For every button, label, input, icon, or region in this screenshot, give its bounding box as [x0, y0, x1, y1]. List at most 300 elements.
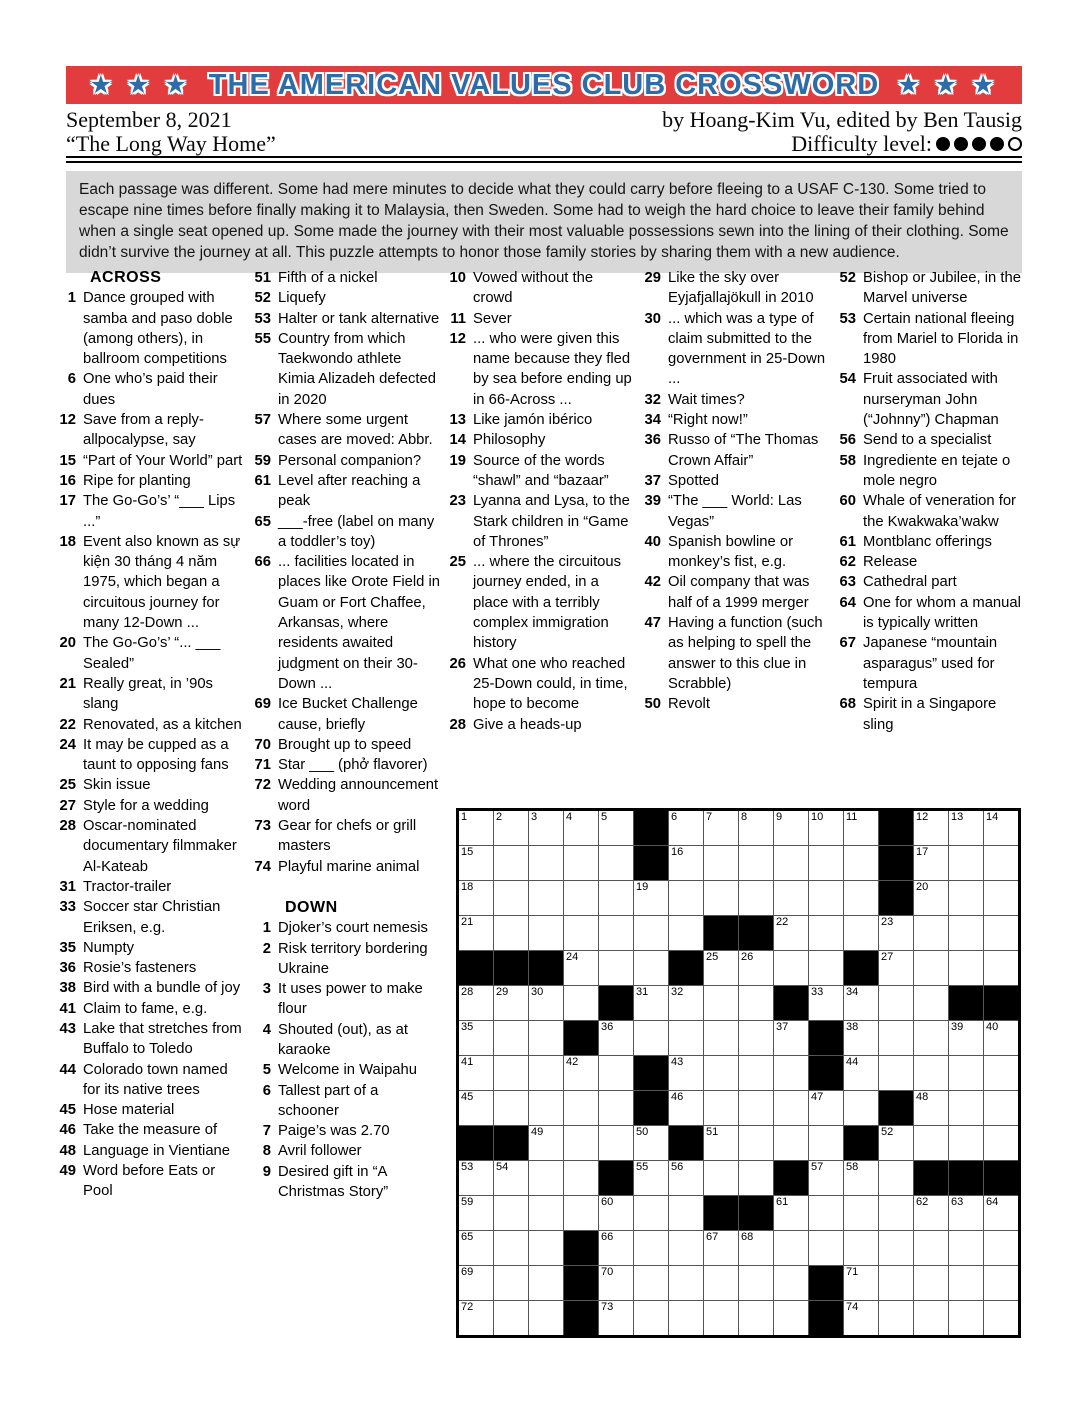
grid-cell[interactable] [529, 1091, 563, 1125]
grid-cell[interactable] [634, 1196, 668, 1230]
grid-cell[interactable] [529, 1126, 563, 1160]
clue-text: The Go-Go’s’ “... ___ Sealed” [83, 635, 221, 672]
grid-cell[interactable] [564, 1161, 598, 1195]
clue-item [836, 694, 1026, 735]
grid-cell[interactable] [914, 1301, 948, 1335]
clue-number: 8 [262, 1143, 271, 1160]
grid-cell[interactable] [669, 916, 703, 950]
grid-cell[interactable] [669, 1021, 703, 1055]
grid-cell[interactable] [704, 1161, 738, 1195]
grid-cell[interactable] [844, 986, 878, 1020]
clue-list-header: DOWN [285, 898, 338, 916]
grid-cell[interactable] [634, 1126, 668, 1160]
clue-number: 4 [262, 1021, 271, 1038]
clue-number: 36 [644, 432, 661, 449]
grid-cell[interactable] [844, 1021, 878, 1055]
grid-cell[interactable] [459, 1196, 493, 1230]
cell-number: 5 [601, 811, 608, 823]
cell-number: 29 [496, 986, 509, 998]
cell-number: 3 [531, 811, 538, 823]
clue-text: Rosie’s fasteners [83, 960, 197, 977]
clue-item [56, 288, 246, 369]
cell-number: 67 [706, 1231, 719, 1243]
grid-cell[interactable] [739, 811, 773, 845]
clue-text: Release [863, 554, 918, 571]
grid-cell[interactable] [739, 951, 773, 985]
grid-cell[interactable] [984, 916, 1018, 950]
grid-cell[interactable] [914, 986, 948, 1020]
grid-cell[interactable] [774, 1301, 808, 1335]
clue-text: Philosophy [473, 432, 546, 449]
clue-text: ___-free (label on many a toddler’s toy) [278, 513, 435, 550]
grid-cell[interactable] [599, 811, 633, 845]
clue-text: It uses power to make flour [278, 981, 423, 1018]
cell-number: 27 [881, 951, 894, 963]
grid-cell[interactable] [634, 1301, 668, 1335]
grid-cell[interactable] [739, 846, 773, 880]
clue-number: 61 [254, 472, 271, 489]
grid-cell[interactable] [669, 1301, 703, 1335]
clue-text: Desired gift in “A Christmas Story” [278, 1163, 389, 1201]
grid-cell[interactable] [879, 1196, 913, 1230]
cell-number: 58 [846, 1161, 859, 1173]
grid-cell[interactable] [774, 916, 808, 950]
grid-cell[interactable] [599, 1196, 633, 1230]
clue-number: 19 [449, 452, 466, 469]
grid-cell[interactable] [704, 1091, 738, 1125]
grid-cell[interactable] [564, 986, 598, 1020]
clue-item [251, 979, 441, 1020]
grid-cell[interactable] [984, 951, 1018, 985]
grid-cell[interactable] [634, 1021, 668, 1055]
grid-cell[interactable] [844, 1161, 878, 1195]
grid-cell[interactable] [599, 916, 633, 950]
clue-item [641, 471, 831, 491]
cell-number: 24 [566, 951, 579, 963]
grid-cell[interactable] [494, 1091, 528, 1125]
cell-number: 17 [916, 846, 929, 858]
grid-cell[interactable] [459, 1021, 493, 1055]
grid-cell[interactable] [844, 1091, 878, 1125]
grid-cell[interactable] [634, 1266, 668, 1300]
clue-column-1 [56, 268, 246, 1202]
grid-cell[interactable] [844, 881, 878, 915]
grid-cell[interactable] [494, 916, 528, 950]
grid-cell[interactable] [949, 1231, 983, 1265]
grid-cell[interactable] [564, 1091, 598, 1125]
grid-cell[interactable] [494, 1231, 528, 1265]
grid-cell[interactable] [634, 916, 668, 950]
grid-cell[interactable] [739, 1301, 773, 1335]
grid-cell[interactable] [739, 1231, 773, 1265]
grid-cell[interactable] [949, 1301, 983, 1335]
clue-item [641, 430, 831, 471]
grid-cell[interactable] [739, 1056, 773, 1090]
grid-cell[interactable] [704, 951, 738, 985]
grid-cell[interactable] [599, 1091, 633, 1125]
clue-item [56, 999, 246, 1019]
clue-text: Tractor-trailer [83, 878, 172, 895]
grid-cell[interactable] [669, 1231, 703, 1265]
grid-cell[interactable] [704, 1126, 738, 1160]
grid-cell[interactable] [704, 986, 738, 1020]
grid-cell[interactable] [914, 811, 948, 845]
grid-cell[interactable] [669, 846, 703, 880]
grid-cell[interactable] [914, 1266, 948, 1300]
grid-cell[interactable] [599, 1266, 633, 1300]
grid-cell[interactable] [704, 846, 738, 880]
clue-item [446, 451, 636, 492]
grid-cell[interactable] [599, 1056, 633, 1090]
clue-number: 57 [254, 412, 271, 429]
grid-cell[interactable] [739, 1091, 773, 1125]
grid-cell[interactable] [879, 1161, 913, 1195]
clue-text: Avril follower [278, 1143, 362, 1160]
cell-number: 4 [566, 811, 573, 823]
cell-number: 64 [986, 1196, 999, 1208]
clue-number: 70 [254, 736, 271, 753]
grid-cell[interactable] [914, 1196, 948, 1230]
grid-cell[interactable] [844, 1231, 878, 1265]
cell-number: 6 [671, 811, 678, 823]
grid-cell[interactable] [984, 811, 1018, 845]
grid-cell[interactable] [879, 986, 913, 1020]
grid-cell[interactable] [914, 846, 948, 880]
grid-cell[interactable] [879, 1231, 913, 1265]
grid-cell[interactable] [459, 1056, 493, 1090]
grid-cell[interactable] [494, 1196, 528, 1230]
grid-cell[interactable] [949, 881, 983, 915]
grid-cell[interactable] [984, 1231, 1018, 1265]
grid-cell[interactable] [774, 1091, 808, 1125]
grid-cell[interactable] [914, 916, 948, 950]
grid-cell[interactable] [879, 951, 913, 985]
cell-number: 15 [461, 846, 474, 858]
clue-text: Like jamón ibérico [473, 412, 593, 429]
clue-number: 60 [839, 493, 856, 510]
grid-cell[interactable] [599, 846, 633, 880]
grid-cell[interactable] [564, 881, 598, 915]
grid-cell[interactable] [879, 1021, 913, 1055]
byline: by Hoang-Kim Vu, edited by Ben Tausig [662, 107, 1022, 132]
grid-cell[interactable] [704, 1266, 738, 1300]
crossword-grid[interactable] [456, 808, 1021, 1338]
grid-cell[interactable] [634, 1231, 668, 1265]
clue-number: 42 [644, 574, 661, 591]
grid-cell[interactable] [984, 1021, 1018, 1055]
clue-text: ... which was a type of claim submitted to the government in 25-Down ... [668, 310, 826, 388]
grid-cell[interactable] [599, 881, 633, 915]
clue-number: 51 [254, 270, 271, 286]
clue-number: 74 [254, 858, 271, 875]
grid-cell[interactable] [739, 986, 773, 1020]
grid-cell[interactable] [529, 1021, 563, 1055]
grid-cell[interactable] [494, 1161, 528, 1195]
clue-text: Welcome in Waipahu [278, 1062, 417, 1079]
grid-cell[interactable] [739, 1021, 773, 1055]
grid-cell[interactable] [564, 811, 598, 845]
grid-cell[interactable] [809, 1126, 843, 1160]
grid-cell[interactable] [564, 1126, 598, 1160]
grid-cell-black [739, 916, 773, 950]
clue-item [836, 572, 1026, 592]
grid-cell[interactable] [634, 986, 668, 1020]
grid-cell[interactable] [984, 881, 1018, 915]
grid-cell[interactable] [529, 1196, 563, 1230]
grid-cell[interactable] [774, 1056, 808, 1090]
grid-cell[interactable] [774, 1266, 808, 1300]
grid-cell[interactable] [529, 846, 563, 880]
grid-cell[interactable] [599, 1126, 633, 1160]
clue-text: Where some urgent cases are moved: Abbr. [278, 412, 433, 449]
grid-cell[interactable] [739, 1161, 773, 1195]
grid-cell-black [844, 951, 878, 985]
grid-cell[interactable] [949, 1196, 983, 1230]
grid-cell[interactable] [879, 1266, 913, 1300]
grid-cell[interactable] [459, 811, 493, 845]
grid-cell[interactable] [494, 846, 528, 880]
grid-cell[interactable] [459, 1266, 493, 1300]
clue-text: Playful marine animal [278, 858, 420, 875]
grid-cell[interactable] [739, 881, 773, 915]
grid-cell[interactable] [844, 916, 878, 950]
clue-number: 41 [59, 1000, 76, 1017]
grid-cell[interactable] [949, 1126, 983, 1160]
grid-cell[interactable] [809, 951, 843, 985]
grid-cell[interactable] [809, 1091, 843, 1125]
grid-cell[interactable] [809, 881, 843, 915]
grid-cell[interactable] [914, 881, 948, 915]
cell-number: 18 [461, 881, 474, 893]
grid-cell[interactable] [809, 986, 843, 1020]
grid-cell[interactable] [529, 986, 563, 1020]
grid-cell[interactable] [914, 951, 948, 985]
grid-cell[interactable] [669, 1266, 703, 1300]
grid-cell[interactable] [529, 1266, 563, 1300]
grid-cell[interactable] [529, 1056, 563, 1090]
grid-cell[interactable] [704, 1056, 738, 1090]
clue-number: 68 [839, 696, 856, 713]
grid-cell[interactable] [599, 951, 633, 985]
grid-cell[interactable] [669, 986, 703, 1020]
grid-cell[interactable] [529, 916, 563, 950]
grid-cell[interactable] [459, 1161, 493, 1195]
clue-number: 10 [449, 270, 466, 286]
grid-cell[interactable] [494, 1021, 528, 1055]
grid-cell[interactable] [529, 1231, 563, 1265]
grid-cell[interactable] [949, 916, 983, 950]
grid-cell[interactable] [459, 986, 493, 1020]
clue-text: One who’s paid their dues [83, 371, 218, 408]
clue-number: 65 [254, 513, 271, 530]
grid-cell[interactable] [809, 1231, 843, 1265]
grid-cell[interactable] [529, 1301, 563, 1335]
grid-cell[interactable] [774, 951, 808, 985]
grid-cell[interactable] [564, 1056, 598, 1090]
grid-cell[interactable] [669, 1161, 703, 1195]
grid-cell[interactable] [949, 1091, 983, 1125]
grid-cell[interactable] [844, 1056, 878, 1090]
clue-number: 71 [254, 757, 271, 774]
clue-text: The Go-Go’s’ “___ Lips ...” [83, 493, 236, 530]
grid-cell[interactable] [844, 1196, 878, 1230]
grid-cell[interactable] [564, 1196, 598, 1230]
grid-cell[interactable] [984, 1301, 1018, 1335]
clue-number: 16 [59, 472, 76, 489]
grid-cell[interactable] [914, 1231, 948, 1265]
grid-cell[interactable] [879, 1301, 913, 1335]
clue-number: 32 [644, 391, 661, 408]
grid-cell[interactable] [984, 1196, 1018, 1230]
grid-cell[interactable] [459, 881, 493, 915]
grid-cell-black [879, 811, 913, 845]
grid-cell[interactable] [564, 951, 598, 985]
grid-cell[interactable] [809, 1196, 843, 1230]
clue-text: Lake that stretches from Buffalo to Toledo [83, 1020, 242, 1058]
clue-number: 1 [262, 920, 271, 937]
grid-cell[interactable] [669, 881, 703, 915]
grid-cell[interactable] [634, 1161, 668, 1195]
grid-cell[interactable] [704, 1021, 738, 1055]
clue-item [56, 532, 246, 633]
grid-cell[interactable] [984, 1126, 1018, 1160]
grid-cell-black [949, 986, 983, 1020]
grid-cell[interactable] [914, 1021, 948, 1055]
grid-cell[interactable] [774, 1021, 808, 1055]
grid-cell[interactable] [984, 1056, 1018, 1090]
grid-cell[interactable] [879, 1126, 913, 1160]
cell-number: 69 [461, 1266, 474, 1278]
cell-number: 40 [986, 1021, 999, 1033]
clue-text: It may be cupped as a taunt to opposing fans [83, 736, 229, 774]
grid-cell[interactable] [949, 1266, 983, 1300]
grid-cell[interactable] [529, 881, 563, 915]
grid-cell[interactable] [774, 1231, 808, 1265]
grid-cell[interactable] [914, 1056, 948, 1090]
grid-cell[interactable] [494, 986, 528, 1020]
grid-cell[interactable] [949, 1021, 983, 1055]
grid-cell-black [564, 1301, 598, 1335]
grid-cell[interactable] [984, 846, 1018, 880]
clue-item [836, 532, 1026, 552]
grid-cell[interactable] [459, 1091, 493, 1125]
grid-cell[interactable] [774, 811, 808, 845]
grid-cell[interactable] [809, 846, 843, 880]
grid-cell[interactable] [949, 1056, 983, 1090]
clue-text: ... where the circuitous journey ended, in a place with a terribly complex immigration history [473, 554, 622, 652]
grid-cell[interactable] [879, 916, 913, 950]
grid-cell[interactable] [914, 1091, 948, 1125]
cell-number: 51 [706, 1126, 719, 1138]
grid-cell[interactable] [809, 811, 843, 845]
grid-cell[interactable] [669, 1091, 703, 1125]
grid-cell[interactable] [634, 881, 668, 915]
grid-cell[interactable] [774, 881, 808, 915]
cell-number: 7 [706, 811, 713, 823]
grid-cell[interactable] [984, 1266, 1018, 1300]
grid-cell-black [844, 1126, 878, 1160]
grid-cell[interactable] [774, 1126, 808, 1160]
clue-number: 25 [449, 554, 466, 571]
cell-number: 9 [776, 811, 783, 823]
grid-cell[interactable] [634, 951, 668, 985]
clue-number: 59 [254, 452, 271, 469]
cell-number: 19 [636, 881, 649, 893]
grid-cell[interactable] [494, 1301, 528, 1335]
grid-cell[interactable] [704, 811, 738, 845]
grid-cell[interactable] [809, 1161, 843, 1195]
clue-item [56, 816, 246, 877]
grid-cell[interactable] [949, 846, 983, 880]
grid-cell[interactable] [669, 811, 703, 845]
cell-number: 43 [671, 1056, 684, 1068]
grid-cell[interactable] [459, 1231, 493, 1265]
cell-number: 28 [461, 986, 474, 998]
grid-cell[interactable] [844, 846, 878, 880]
grid-cell[interactable] [844, 1301, 878, 1335]
clue-text: Level after reaching a peak [278, 472, 421, 510]
grid-cell[interactable] [739, 1126, 773, 1160]
clue-number: 34 [644, 412, 661, 429]
grid-cell[interactable] [949, 951, 983, 985]
cell-number: 49 [531, 1126, 544, 1138]
grid-cell[interactable] [494, 1266, 528, 1300]
grid-cell[interactable] [844, 1266, 878, 1300]
grid-cell[interactable] [704, 1231, 738, 1265]
grid-cell[interactable] [669, 1056, 703, 1090]
grid-cell[interactable] [739, 1266, 773, 1300]
intro-note: Each passage was different. Some had mere minutes to decide what they could carry before fleeing to a USAF C-130. Some tried to escape nine times before finally making it to Malaysia, then Sweden. Some had to weigh the hard choice to leave their family behind when a single seat opened up. Some made the journey with their most valuable possessions sewn into the lining of their clothing. Some didn’t survive the journey at all. This puzzle attempts to honor those family stories by sharing them with a new audience. [66, 171, 1022, 273]
grid-cell[interactable] [529, 1161, 563, 1195]
grid-cell[interactable] [459, 1301, 493, 1335]
cell-number: 13 [951, 811, 964, 823]
grid-cell[interactable] [459, 916, 493, 950]
grid-cell[interactable] [984, 1091, 1018, 1125]
cell-number: 45 [461, 1091, 474, 1103]
grid-cell[interactable] [809, 916, 843, 950]
cell-number: 30 [531, 986, 544, 998]
grid-cell[interactable] [914, 1126, 948, 1160]
grid-cell[interactable] [669, 1196, 703, 1230]
clue-item [251, 1020, 441, 1061]
grid-cell[interactable] [494, 811, 528, 845]
clue-number: 55 [254, 330, 271, 347]
grid-cell[interactable] [704, 881, 738, 915]
grid-cell[interactable] [564, 916, 598, 950]
clue-item [641, 390, 831, 410]
grid-cell[interactable] [599, 1021, 633, 1055]
grid-cell[interactable] [494, 1056, 528, 1090]
grid-cell[interactable] [949, 811, 983, 845]
grid-cell[interactable] [494, 881, 528, 915]
grid-cell[interactable] [844, 811, 878, 845]
grid-cell[interactable] [704, 1301, 738, 1335]
grid-cell[interactable] [879, 1056, 913, 1090]
grid-cell[interactable] [774, 846, 808, 880]
clue-item [446, 552, 636, 653]
cell-number: 74 [846, 1301, 859, 1313]
grid-cell[interactable] [599, 1231, 633, 1265]
grid-cell[interactable] [599, 1301, 633, 1335]
cell-number: 70 [601, 1266, 614, 1278]
grid-cell[interactable] [459, 846, 493, 880]
clue-text: Spotted [668, 472, 720, 489]
grid-cell[interactable] [529, 811, 563, 845]
grid-cell[interactable] [774, 1196, 808, 1230]
clue-text: Wedding announcement word [278, 777, 439, 814]
grid-cell[interactable] [564, 846, 598, 880]
grid-cell-black [949, 1161, 983, 1195]
